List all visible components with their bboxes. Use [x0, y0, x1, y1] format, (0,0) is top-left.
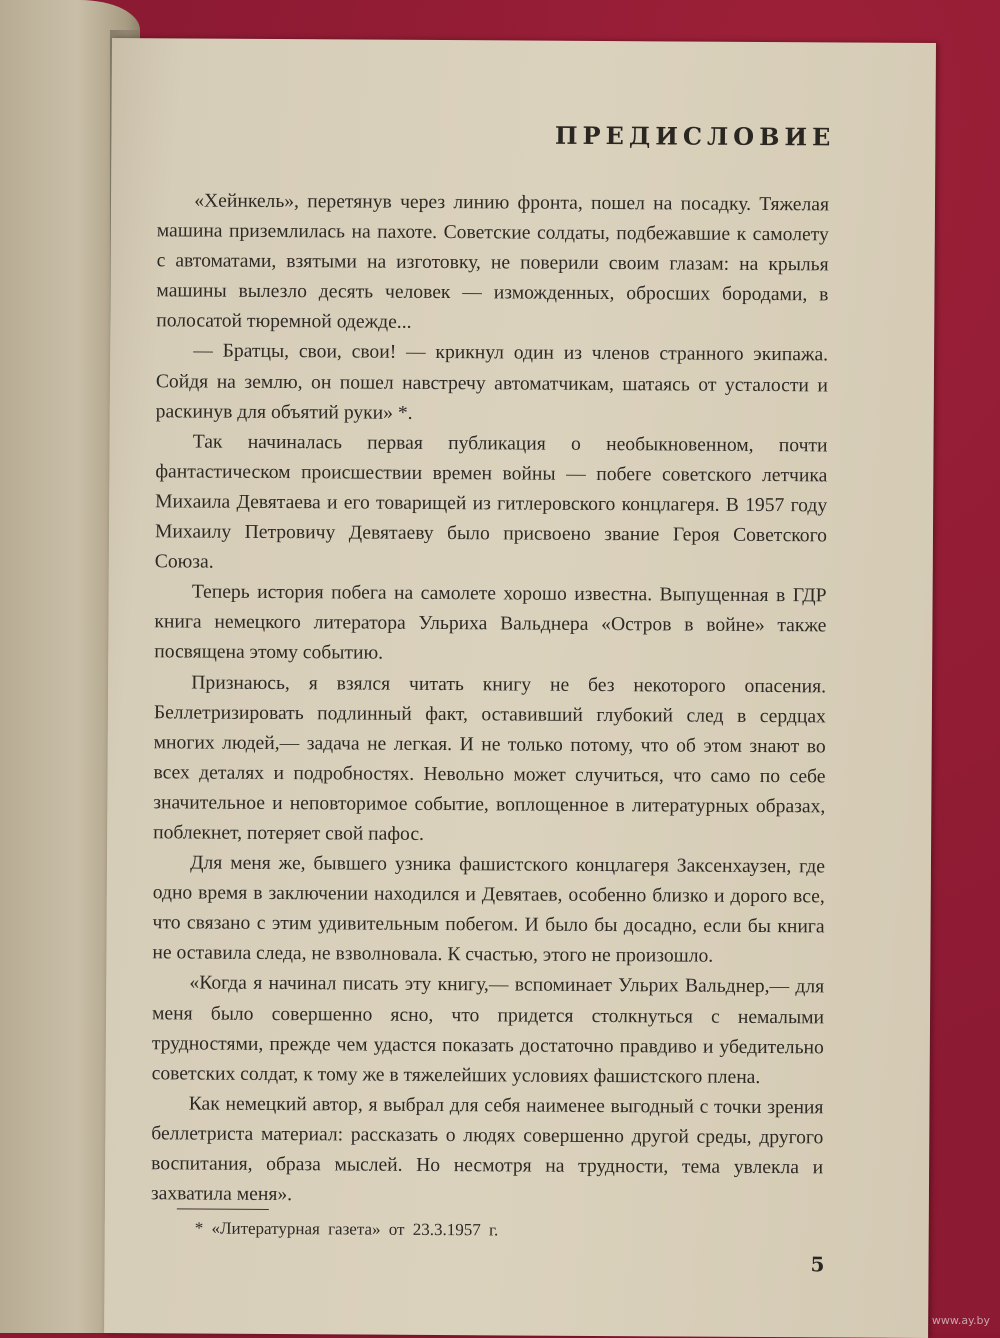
paragraph-6: Для меня же, бывшего узника фашистского концлагеря Заксенхаузен, где одно время в заключении находился и Девятаев, особенно близко и дорого все, что связано с этим удивительным побегом. И было бы досадно, если бы книга не оставила следа, не взволновала. К счастью, этого не произошло. [152, 852, 826, 968]
paragraph-7: «Когда я начинал писать эту книгу,— вспоминает Ульрих Вальднер,— для меня было совершенно ясно, что придется столкнуться с немалыми трудностями, прежде чем удастся показать достаточно правдиво и убедительно советских солдат, к тому же в тяжелейших условиях фашистского плена. [151, 972, 825, 1088]
paragraph-3: Так начиналась первая публикация о необыкновенном, почти фантастическом происшествии времен войны — побеге советского летчика Михаила Девятаева и его товарищей из гитлеровского концлагеря. В 1957 году Михаилу Петровичу Девятаеву было присвоено звание Героя Советского Союза. [154, 431, 828, 573]
paragraph-4: Теперь история побега на самолете хорошо известна. Выпущенная в ГДР книга немецкого литератора Ульриха Вальднера «Остров в войне» также посвящена этому событию. [154, 581, 827, 665]
paragraph-8: Как немецкий автор, я выбрал для себя наименее выгодный с точки зрения беллетриста материал: рассказать о людях совершенно другой среды, другого воспитания, образа мыслей. Но несмотря на трудности, тема увлекла и захватила меня». [150, 1093, 824, 1206]
book-page [104, 38, 936, 1338]
page-body [151, 186, 829, 1213]
watermark: www.ay.by [931, 1314, 990, 1327]
footnote: * «Литературная газета» от 23.3.1957 г. [194, 1218, 499, 1240]
paragraph-1: «Хейнкель», перетянув через линию фронта, пошел на посадку. Тяжелая машина приземлилась на пахоте. Советские солдаты, подбежавшие к самолету с автоматами, взятыми на изготовку, не поверили своим глазам: на крылья машины вылезло десять человек — изможденных, обросших бородами, в полосатой тюремной одежде... [156, 190, 830, 334]
page-title: ПРЕДИСЛОВИЕ [554, 120, 836, 152]
page-number: 5 [810, 1252, 825, 1277]
paragraph-2: — Братцы, свои, свои! — крикнул один из членов странного экипажа. Сойдя на землю, он пошел навстречу автоматчикам, шатаясь от усталости и раскинув для объятий руки» *. [155, 340, 829, 424]
paragraph-5: Признаюсь, я взялся читать книгу не без некоторого опасения. Беллетризировать подлинный факт, оставивший глубокий след в сердцах многих людей,— задача не легкая. И не только потому, что об этом знают во всех деталях и подробностях. Невольно может случиться, что само по себе значительное и неповторимое событие, воплощенное в литературных образах, поблекнет, потеряет свой пафос. [153, 671, 827, 845]
